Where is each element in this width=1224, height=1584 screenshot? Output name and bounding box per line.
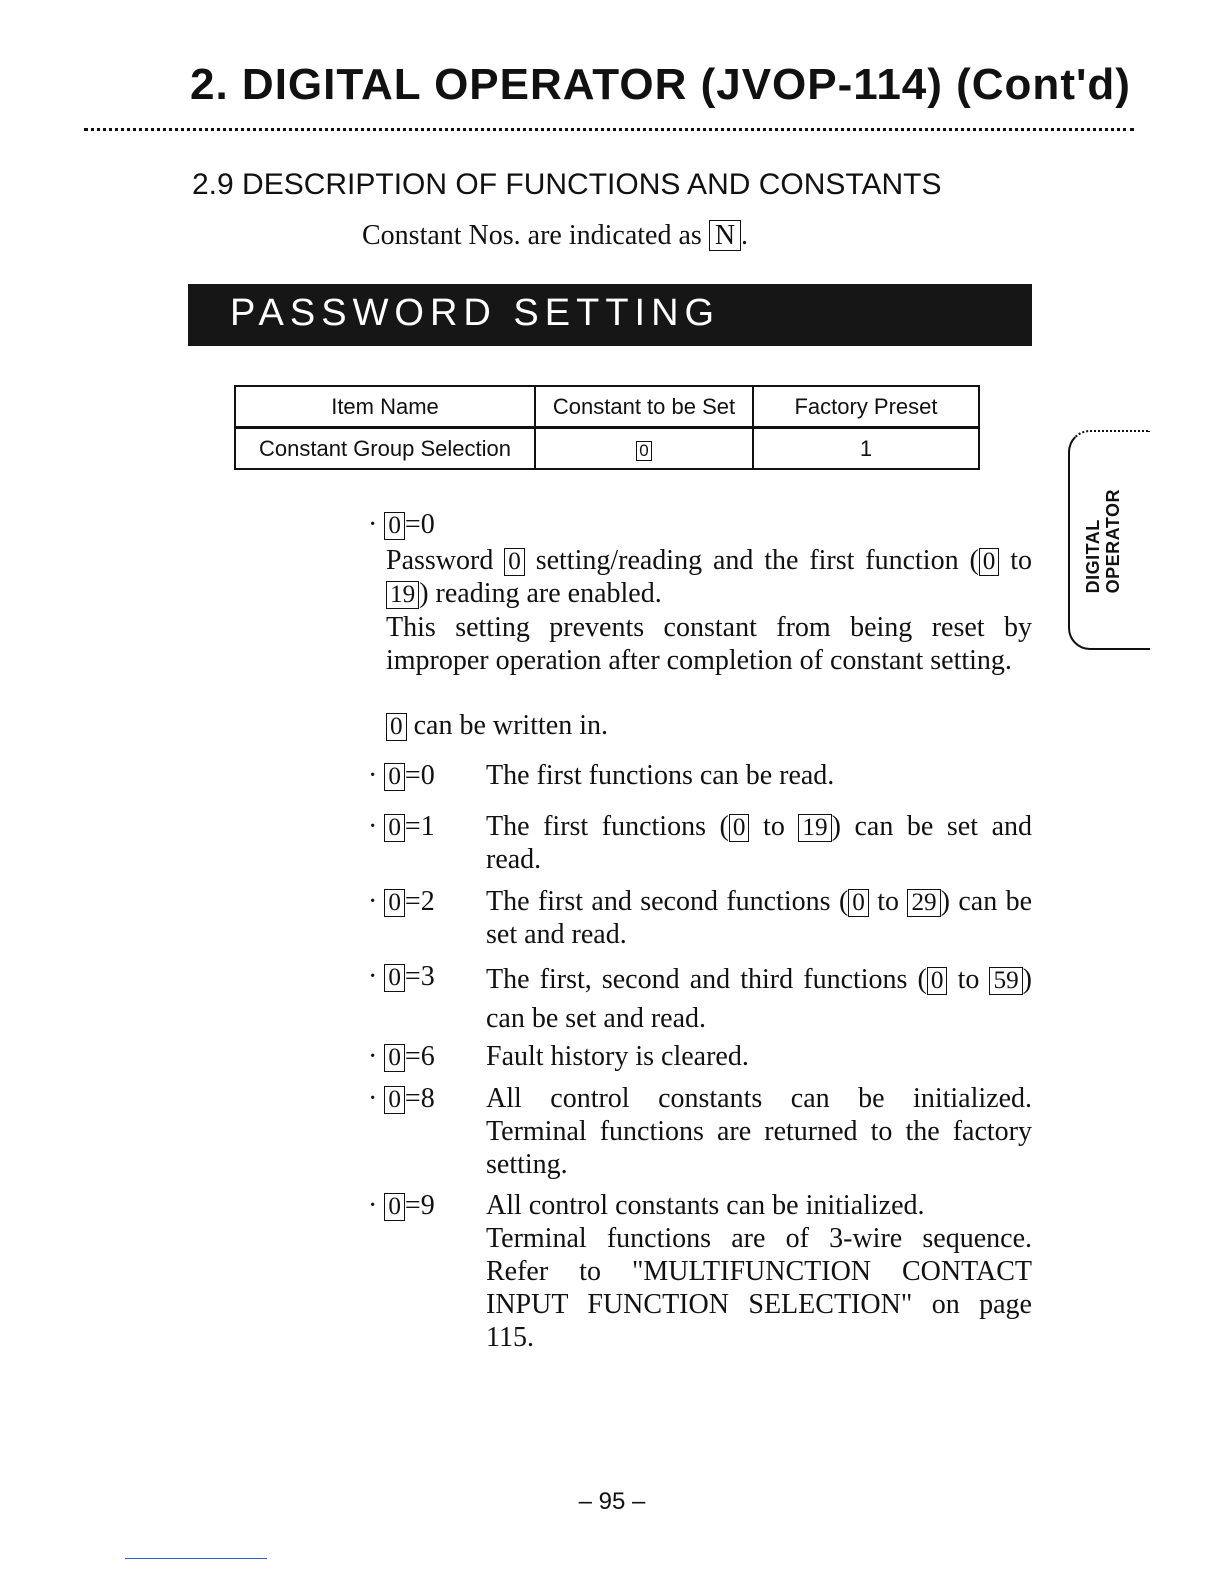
table-row <box>235 428 979 470</box>
constant-box: 0 <box>636 441 651 461</box>
option-description: The first functions ( 0 to 19 ) can be set and read. <box>486 811 1033 875</box>
page-number: – 95 – <box>578 1488 646 1515</box>
option-bullet: · 0 =6 <box>368 1041 435 1072</box>
constant-box: 0 <box>848 889 869 917</box>
option-bullet: · 0 =0 <box>368 760 435 791</box>
entry-value: =0 <box>404 509 435 540</box>
footer-rule <box>125 1558 267 1559</box>
constant-box: 0 <box>384 889 405 917</box>
option-description: All control constants can be initialized. Terminal functions are of 3-wire sequence. Refer to "MULTIFUNCTION CONTACT INPUT FUNCTION SELECTION" on page 115. <box>486 1190 1032 1353</box>
option-bullet: · 0 =1 <box>368 811 435 842</box>
constant-box: 0 <box>384 814 405 842</box>
constant-box: 0 <box>384 1044 405 1072</box>
intro-line <box>362 220 748 252</box>
option-bullet: · 0 =8 <box>368 1083 435 1114</box>
constant-box: 19 <box>386 581 419 609</box>
section-heading: 2.9 DESCRIPTION OF FUNCTIONS AND CONSTANTS <box>192 168 942 201</box>
main-entry-paragraph-2: This setting prevents constant from being reset by improper operation after completion of constant setting. <box>386 612 1032 676</box>
constant-box: 0 <box>927 967 948 995</box>
banner-label: PASSWORD SETTING <box>230 292 721 334</box>
cell-item-name: Constant Group Selection <box>235 428 535 470</box>
option-description: All control constants can be initialized. Terminal functions are returned to the factory setting. <box>486 1083 1032 1180</box>
side-tab-line1: DIGITAL <box>1083 519 1103 594</box>
side-tab-label <box>1076 466 1130 616</box>
cell-constant <box>535 428 753 470</box>
intro-period: . <box>741 220 749 251</box>
main-entry-bullet: · 0 =0 <box>368 509 435 540</box>
constant-box: 0 <box>384 512 405 540</box>
constant-box: 0 <box>384 1086 405 1114</box>
constant-box: 0 <box>729 814 750 842</box>
table-header-row <box>235 386 979 428</box>
page-title: 2. DIGITAL OPERATOR (JVOP-114) (Cont'd) <box>190 60 1131 109</box>
header-constant: Constant to be Set <box>535 386 753 428</box>
constant-box-n: N <box>709 220 741 251</box>
constant-table <box>234 385 980 470</box>
constant-box: 29 <box>907 889 940 917</box>
constant-box: 0 <box>384 1193 405 1221</box>
constant-box: 19 <box>798 814 831 842</box>
main-entry-paragraph-3: 0 can be written in. <box>386 709 1032 742</box>
constant-box: 0 <box>384 763 405 791</box>
option-bullet: · 0 =2 <box>368 886 435 917</box>
intro-text: Constant Nos. are indicated as <box>362 220 702 251</box>
option-description: The first, second and third functions ( 0 to 59 ) can be set and read. <box>486 964 1032 1034</box>
option-bullet: · 0 =3 <box>368 961 435 992</box>
constant-box: 0 <box>384 964 405 992</box>
option-bullet: · 0 =9 <box>368 1190 435 1221</box>
constant-box: 59 <box>989 967 1022 995</box>
title-divider <box>84 128 1134 131</box>
option-description: Fault history is cleared. <box>486 1041 749 1072</box>
constant-box: 0 <box>979 548 1000 576</box>
side-tab-line2: OPERATOR <box>1103 488 1123 594</box>
header-factory-preset: Factory Preset <box>753 386 979 428</box>
cell-factory-preset: 1 <box>753 428 979 470</box>
constant-box: 0 <box>504 548 525 576</box>
option-description: The first functions can be read. <box>486 760 835 791</box>
constant-box: 0 <box>386 713 407 741</box>
main-entry-paragraph-1: Password 0 setting/reading and the first function ( 0 to 19 ) reading are enabled. <box>386 545 1033 609</box>
option-description: The first and second functions ( 0 to 29 ) can be set and read. <box>486 886 1033 950</box>
header-item-name: Item Name <box>235 386 535 428</box>
